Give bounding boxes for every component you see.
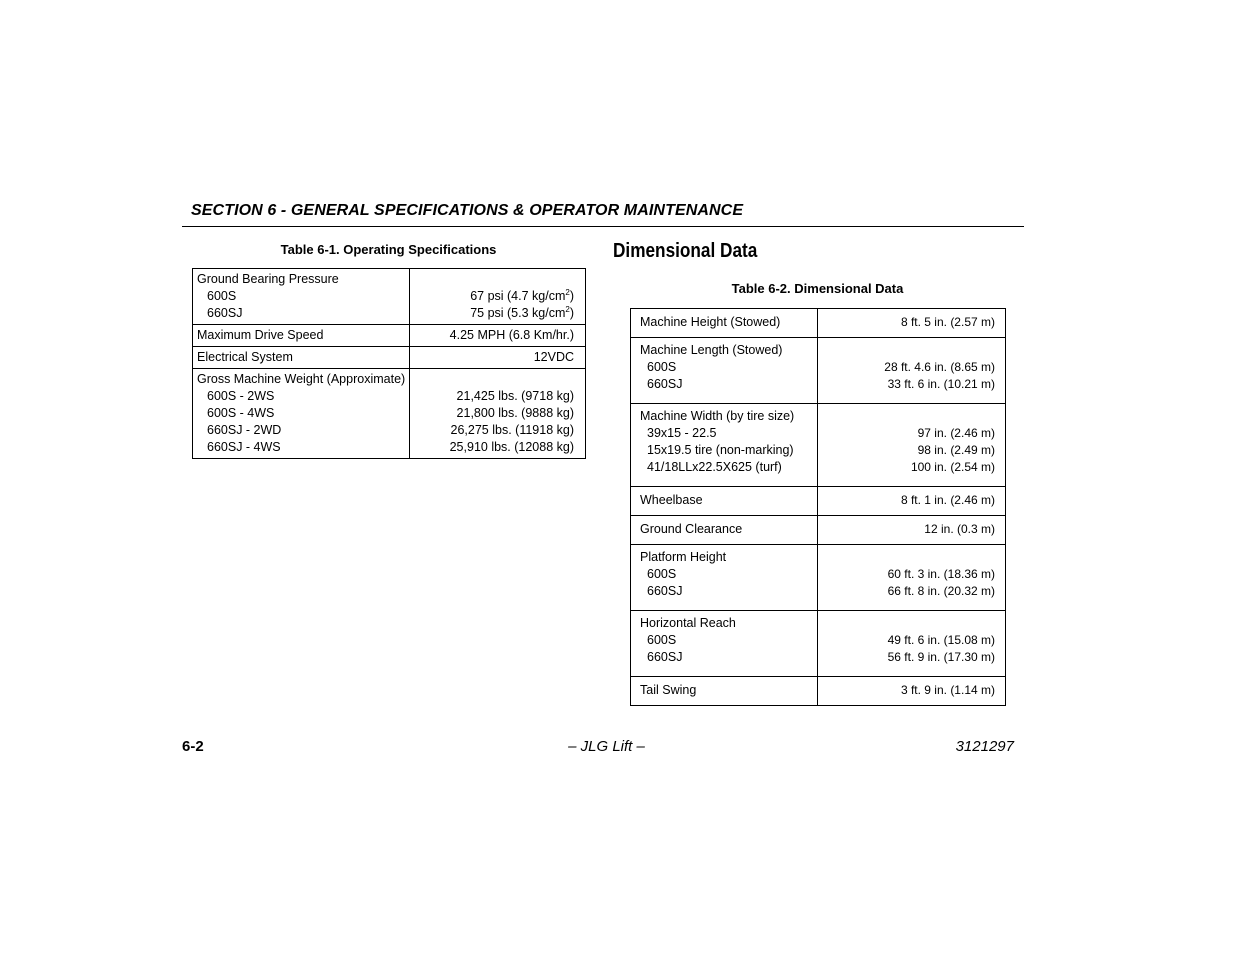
row-label: Ground Clearance: [640, 522, 743, 536]
row-sublabel: 660SJ: [647, 377, 683, 391]
table-row: [193, 325, 586, 347]
table-row: [193, 269, 586, 325]
row-value: 66 ft. 8 in. (20.32 m): [887, 584, 995, 598]
table-row: [631, 338, 1006, 404]
row-label: Wheelbase: [640, 493, 703, 507]
row-sublabel: 600S: [647, 360, 677, 374]
table-row: [193, 369, 586, 459]
row-sublabel: 600S: [647, 633, 677, 647]
row-sublabel: 41/18LLx22.5X625 (turf): [647, 460, 782, 474]
dimensional-data-table: [630, 308, 1006, 706]
row-value: 21,800 lbs. (9888 kg): [456, 406, 574, 420]
table-row: [631, 545, 1006, 611]
table-row: [193, 347, 586, 369]
row-sublabel: 600S - 2WS: [207, 389, 275, 403]
row-value: 12VDC: [533, 350, 574, 364]
row-value: 75 psi (5.3 $kg/cm^2$): [470, 304, 574, 320]
row-label: Ground Bearing Pressure: [197, 272, 339, 286]
row-value: 25,910 lbs. (12088 kg): [449, 440, 574, 454]
table-row: [631, 487, 1006, 516]
row-sublabel: 660SJ - 2WD: [207, 423, 282, 437]
row-label: Machine Height (Stowed): [640, 315, 781, 329]
row-value: 12 in. (0.3 m): [924, 522, 995, 536]
header-rule: [182, 226, 1024, 227]
row-value: 26,275 lbs. (11918 kg): [450, 423, 574, 437]
row-label: Machine Length (Stowed): [640, 343, 783, 357]
row-sublabel: 600S - 4WS: [207, 406, 275, 420]
table-row: [631, 309, 1006, 338]
row-sublabel: 600S: [207, 289, 237, 303]
dimensional-data-heading: Dimensional Data: [613, 240, 758, 262]
row-value: 98 in. (2.49 m): [917, 443, 995, 457]
section-title: SECTION 6 - GENERAL SPECIFICATIONS & OPERATOR MAINTENANCE: [191, 202, 744, 219]
row-sublabel: 660SJ: [207, 306, 243, 320]
row-value: 4.25 MPH (6.8 Km/hr.): [449, 328, 574, 342]
row-label: Horizontal Reach: [640, 616, 736, 630]
row-value: 33 ft. 6 in. (10.21 m): [887, 377, 995, 391]
row-value: 97 in. (2.46 m): [917, 426, 995, 440]
row-sublabel: 39x15 - 22.5: [647, 426, 717, 440]
operating-specifications-table: [192, 268, 586, 459]
row-value: 8 ft. 5 in. (2.57 m): [900, 315, 995, 329]
row-value: 8 ft. 1 in. (2.46 m): [900, 493, 995, 507]
table-row: [631, 404, 1006, 487]
footer-publisher: – JLG Lift –: [568, 738, 645, 755]
row-label: Platform Height: [640, 550, 727, 564]
row-sublabel: 660SJ: [647, 584, 683, 598]
row-sublabel: 600S: [647, 567, 677, 581]
table-row: [631, 611, 1006, 677]
row-label: Maximum Drive Speed: [197, 328, 324, 342]
row-value: 67 psi (4.7 $kg/cm^2$): [470, 287, 574, 303]
row-sublabel: 15x19.5 tire (non-marking): [647, 443, 794, 457]
row-value: 3 ft. 9 in. (1.14 m): [900, 683, 995, 697]
page-number: 6-2: [182, 738, 204, 755]
row-label: Gross Machine Weight (Approximate): [197, 372, 406, 386]
row-value: 21,425 lbs. (9718 kg): [456, 389, 574, 403]
table-row: [631, 516, 1006, 545]
row-value: 28 ft. 4.6 in. (8.65 m): [884, 360, 995, 374]
row-label: Electrical System: [197, 350, 293, 364]
row-value: 60 ft. 3 in. (18.36 m): [887, 567, 995, 581]
row-value: 56 ft. 9 in. (17.30 m): [887, 650, 995, 664]
row-sublabel: 660SJ - 4WS: [207, 440, 281, 454]
table2-caption: Table 6-2. Dimensional Data: [731, 281, 904, 296]
document-number: 3121297: [955, 738, 1014, 755]
table1-caption: Table 6-1. Operating Specifications: [280, 242, 497, 257]
row-sublabel: 660SJ: [647, 650, 683, 664]
table-row: [631, 677, 1006, 706]
row-label: Machine Width (by tire size): [640, 409, 795, 423]
row-value: 100 in. (2.54 m): [910, 460, 995, 474]
row-label: Tail Swing: [640, 683, 697, 697]
row-value: 49 ft. 6 in. (15.08 m): [887, 633, 995, 647]
